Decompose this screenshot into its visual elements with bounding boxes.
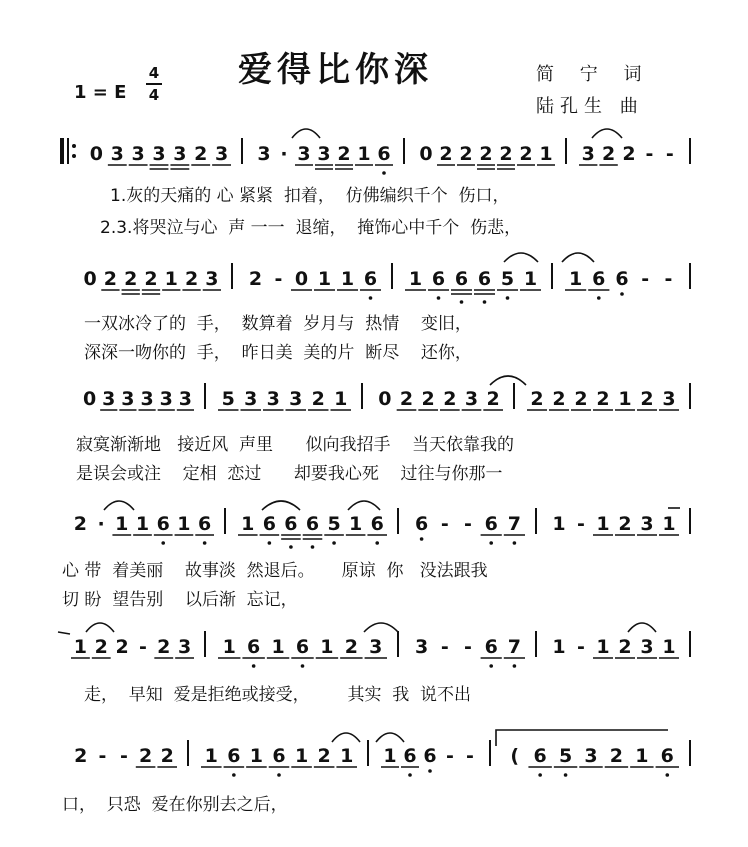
low-octave-dot: [203, 541, 207, 545]
note: 6: [284, 513, 298, 535]
note: 3: [214, 143, 229, 165]
low-octave-dot: [408, 773, 412, 777]
note: 2: [138, 745, 153, 767]
low-octave-dot: [161, 541, 165, 545]
note: 1: [177, 513, 191, 535]
note: 0: [83, 268, 97, 290]
note: 2: [157, 636, 171, 658]
note: 1: [523, 268, 538, 290]
slur: [86, 623, 114, 632]
slur: [592, 129, 622, 138]
note: 1: [349, 513, 363, 535]
note: 3: [244, 388, 258, 410]
note: 3: [289, 388, 303, 410]
slur: [332, 733, 360, 742]
note: 0: [294, 268, 309, 290]
slur: [348, 501, 380, 510]
note: 6: [454, 268, 469, 290]
low-octave-dot: [489, 664, 493, 668]
note: 2: [248, 268, 263, 290]
composer-credit: 陆孔生 曲: [536, 96, 644, 117]
note: 6: [403, 745, 417, 767]
low-octave-dot: [268, 541, 272, 545]
note: -: [120, 745, 128, 767]
note: 6: [484, 636, 498, 658]
note: 1: [294, 745, 309, 767]
note: -: [466, 745, 474, 767]
note: 6: [377, 143, 391, 165]
note: 3: [131, 143, 145, 165]
note: 1: [320, 636, 334, 658]
low-octave-dot: [665, 773, 669, 777]
note: 2: [317, 745, 331, 767]
low-octave-dot: [420, 537, 424, 541]
low-octave-dot: [538, 773, 542, 777]
note: 5: [500, 268, 515, 290]
lyric-row6-verse1: 口， 只恐 爱在你别去之后，: [62, 795, 288, 815]
low-octave-dot: [460, 300, 464, 304]
low-octave-dot: [437, 296, 441, 300]
note: 3: [102, 388, 116, 410]
note: 2: [337, 143, 351, 165]
low-octave-dot: [428, 769, 432, 773]
note: -: [274, 268, 283, 290]
low-octave-dot: [620, 292, 624, 296]
low-octave-dot: [382, 171, 386, 175]
note: 3: [110, 143, 124, 165]
note: 6: [198, 513, 212, 535]
note: 5: [558, 745, 573, 767]
note: 6: [227, 745, 241, 767]
note: 7: [507, 636, 522, 658]
low-octave-dot: [375, 541, 379, 545]
lyric-row1-verse1: 1.灰的天痛的 心 紧紧 扣着， 仿佛编织千个 伤口，: [110, 186, 510, 206]
note: 3: [640, 636, 654, 658]
note: -: [446, 745, 454, 767]
low-octave-dot: [513, 664, 517, 668]
low-octave-dot: [311, 545, 315, 549]
note: 0: [419, 143, 433, 165]
note: 1: [271, 636, 285, 658]
note: 6: [660, 745, 674, 767]
note: 2: [124, 268, 138, 290]
note: 6: [262, 513, 276, 535]
note: 3: [140, 388, 154, 410]
note: 2: [618, 636, 632, 658]
note: 2: [499, 143, 513, 165]
note: 1: [618, 388, 632, 410]
low-octave-dot: [483, 300, 487, 304]
note: 2: [160, 745, 174, 767]
note: ·: [280, 143, 288, 165]
note: -: [665, 143, 674, 165]
meter-top: 4: [148, 64, 160, 82]
low-octave-dot: [301, 664, 305, 668]
note: 3: [464, 388, 479, 410]
note: 1: [73, 636, 88, 658]
note: 1: [596, 636, 610, 658]
slur: [104, 501, 134, 510]
tie-continuation: [58, 632, 70, 634]
note: 2: [94, 636, 108, 658]
note: 3: [178, 388, 193, 410]
note: 6: [615, 268, 629, 290]
low-octave-dot: [597, 296, 601, 300]
note: -: [645, 143, 654, 165]
note: 3: [369, 636, 383, 658]
note: 3: [257, 143, 271, 165]
note: 2: [609, 745, 624, 767]
note: 6: [477, 268, 492, 290]
note: -: [138, 636, 147, 658]
note: 1: [357, 143, 371, 165]
note: 1: [340, 268, 355, 290]
note: -: [641, 268, 650, 290]
lyric-row3-verse1: 寂寞渐渐地 接近风 声里 似向我招手 当天依靠我的: [76, 435, 515, 455]
lyric-row2-verse2: 深深一吻你的 手， 昨日美 美的片 断尽 还你，: [84, 343, 472, 363]
note: 6: [533, 745, 547, 767]
note: 1: [539, 143, 553, 165]
note: -: [664, 268, 673, 290]
note: 1: [317, 268, 332, 290]
note: 3: [266, 388, 280, 410]
note: 1: [204, 745, 218, 767]
note: 1: [249, 745, 264, 767]
note: 3: [581, 143, 595, 165]
note: 1: [164, 268, 178, 290]
lyric-row1-verse2: 2.3.将哭泣与心 声 一一 退缩， 掩饰心中千个 伤悲，: [100, 218, 522, 238]
low-octave-dot: [277, 773, 281, 777]
note: 6: [592, 268, 606, 290]
note: 1: [662, 636, 676, 658]
note: 1: [340, 745, 354, 767]
note: -: [440, 513, 449, 535]
note: 2: [144, 268, 158, 290]
slur: [292, 129, 320, 138]
note: 3: [152, 143, 166, 165]
note: 6: [363, 268, 378, 290]
note: 3: [177, 636, 192, 658]
note: 2: [194, 143, 208, 165]
note: 2: [344, 636, 358, 658]
note: 5: [327, 513, 341, 535]
note: -: [440, 636, 449, 658]
note: 7: [507, 513, 522, 535]
note: ·: [97, 513, 105, 535]
note: 6: [370, 513, 384, 535]
note: 2: [459, 143, 473, 165]
slur: [504, 253, 538, 262]
note: 6: [423, 745, 437, 767]
note: 3: [173, 143, 187, 165]
note: 1: [222, 636, 236, 658]
note: 2: [640, 388, 654, 410]
note: 1: [408, 268, 423, 290]
lyric-row3-verse2: 是误会或注 定相 恋过 却要我心死 过往与你那一: [76, 464, 503, 484]
note: -: [577, 636, 585, 658]
note: 2: [574, 388, 588, 410]
note: 2: [519, 143, 533, 165]
note: -: [577, 513, 585, 535]
note: 6: [431, 268, 446, 290]
note: 6: [272, 745, 286, 767]
note: 3: [640, 513, 654, 535]
note: 3: [297, 143, 311, 165]
low-octave-dot: [232, 773, 236, 777]
note: 2: [103, 268, 118, 290]
note: 2: [184, 268, 199, 290]
note: 1: [662, 513, 676, 535]
note: 3: [121, 388, 135, 410]
page-title: 爱得比你深: [238, 50, 433, 90]
note: -: [464, 513, 472, 535]
low-octave-dot: [332, 541, 336, 545]
note: 1: [383, 745, 397, 767]
lyric-row2-verse1: 一双冰冷了的 手， 数算着 岁月与 热情 变旧，: [84, 314, 472, 334]
low-octave-dot: [369, 296, 373, 300]
note: 1: [552, 513, 566, 535]
lyricist-credit: 简 宁 词: [536, 64, 652, 85]
note: 3: [662, 388, 676, 410]
note: 6: [295, 636, 310, 658]
low-octave-dot: [513, 541, 517, 545]
note: 3: [205, 268, 219, 290]
note: 2: [530, 388, 544, 410]
slur: [490, 376, 526, 385]
note: 6: [156, 513, 170, 535]
note: 2: [622, 143, 636, 165]
volta-bracket: [496, 730, 668, 746]
note: 3: [317, 143, 331, 165]
note: 3: [159, 388, 173, 410]
note: -: [464, 636, 472, 658]
meter-bottom: 4: [148, 86, 160, 104]
note: 0: [89, 143, 104, 165]
note: 2: [399, 388, 414, 410]
note: 1: [334, 388, 348, 410]
slur: [376, 733, 404, 742]
note: (: [510, 745, 520, 767]
note: 6: [484, 513, 498, 535]
note: 2: [552, 388, 566, 410]
note: 1: [635, 745, 649, 767]
note: 2: [421, 388, 435, 410]
note: 6: [305, 513, 320, 535]
note: 2: [439, 143, 453, 165]
note: 2: [596, 388, 610, 410]
note: 1: [241, 513, 255, 535]
slur: [562, 253, 594, 262]
slur: [262, 501, 300, 510]
note: 6: [414, 513, 429, 535]
repeat-dot: [72, 154, 76, 158]
note: 1: [135, 513, 150, 535]
note: 2: [601, 143, 616, 165]
slur: [628, 623, 656, 632]
note: 1: [115, 513, 129, 535]
note: 0: [378, 388, 392, 410]
low-octave-dot: [506, 296, 510, 300]
low-octave-dot: [289, 545, 293, 549]
note: 2: [73, 513, 87, 535]
lyric-row5-verse1: 走， 早知 爱是拒绝或接受， 其实 我 说不出: [84, 685, 472, 705]
note: 2: [115, 636, 129, 658]
low-octave-dot: [252, 664, 256, 668]
note: 1: [596, 513, 610, 535]
note: 5: [221, 388, 235, 410]
note: 1: [552, 636, 566, 658]
note: 3: [414, 636, 429, 658]
note: 2: [443, 388, 457, 410]
low-octave-dot: [564, 773, 568, 777]
low-octave-dot: [489, 541, 493, 545]
note: 3: [584, 745, 598, 767]
note: 2: [479, 143, 493, 165]
lyric-row4-verse2: 切 盼 望告别 以后渐 忘记，: [62, 590, 298, 610]
note: 2: [618, 513, 632, 535]
note: 2: [74, 745, 88, 767]
repeat-dot: [72, 144, 76, 148]
key-signature: 1 = E: [74, 82, 127, 103]
note: 0: [82, 388, 97, 410]
note: 6: [247, 636, 261, 658]
note: -: [98, 745, 107, 767]
lyric-row4-verse1: 心 带 着美丽 故事淡 然退后。 原谅 你 没法跟我: [62, 561, 488, 581]
note: 2: [311, 388, 325, 410]
note: 1: [568, 268, 583, 290]
note: 2: [486, 388, 500, 410]
slur: [364, 623, 398, 632]
